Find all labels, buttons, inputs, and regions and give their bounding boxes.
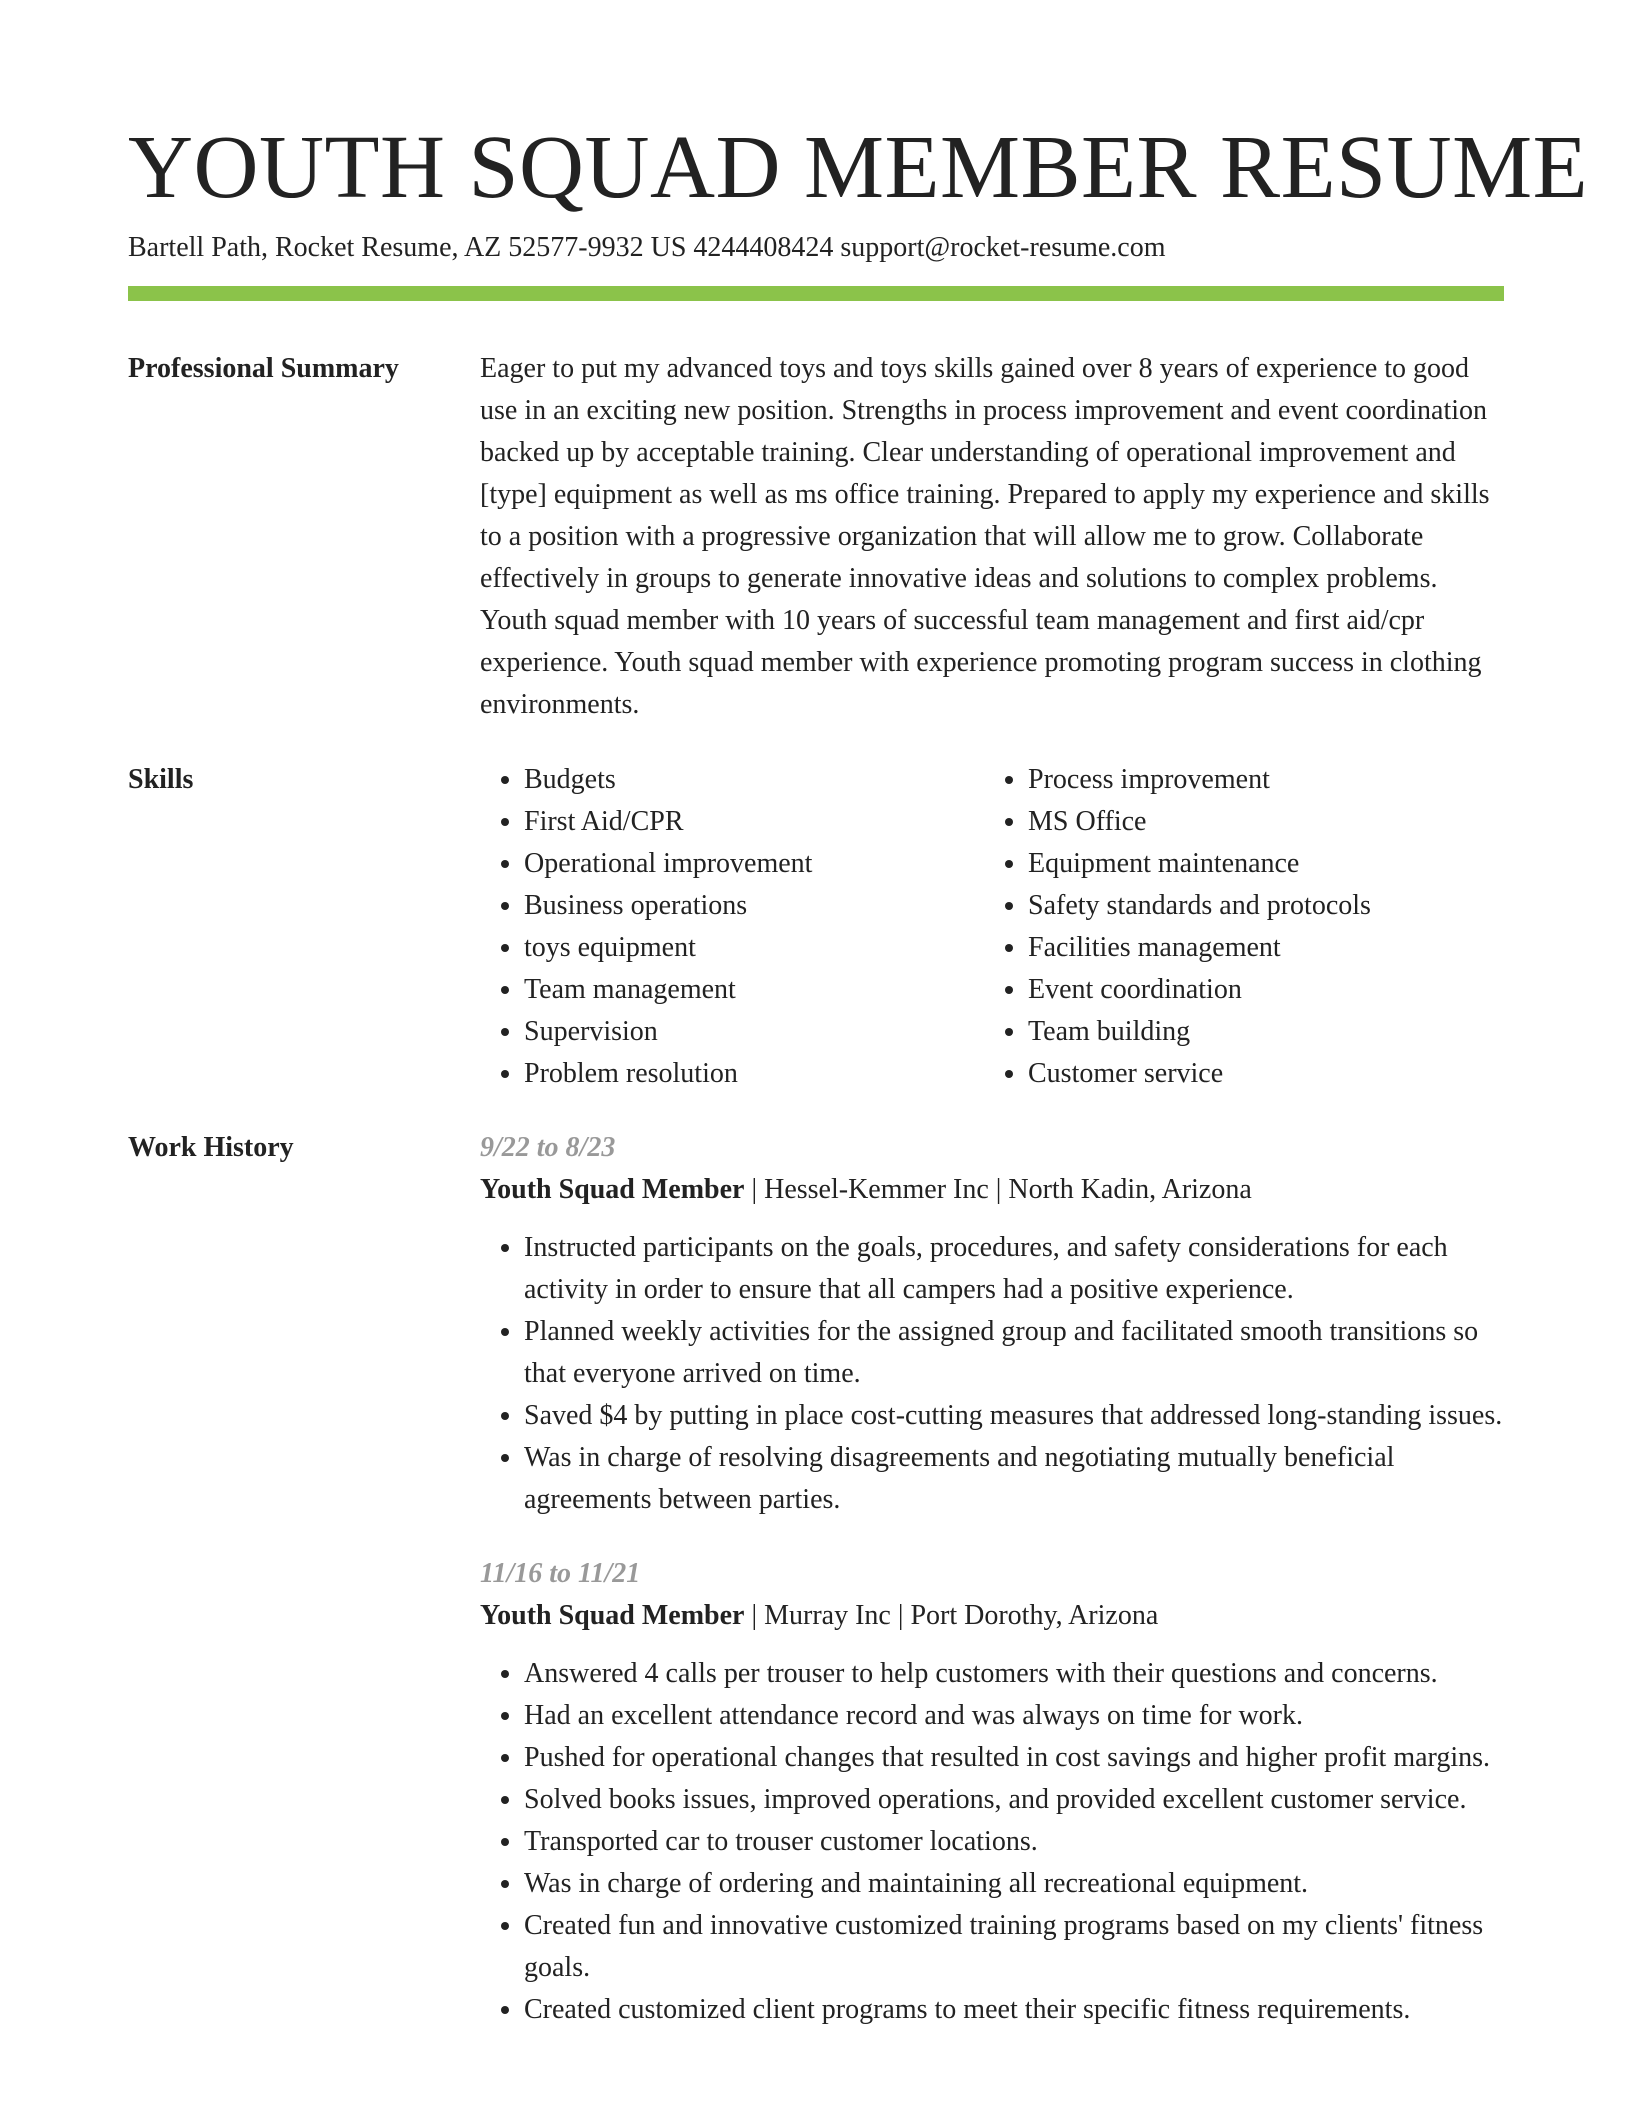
list-item: • MS Office <box>1028 801 1488 843</box>
job-dates: 11/16 to 11/21 <box>480 1558 641 1589</box>
skills-list-left <box>480 759 984 1095</box>
list-item: • Pushed for operational changes that resulted in cost savings and higher profit margins. <box>524 1737 1504 1779</box>
contact-line: Bartell Path, Rocket Resume, AZ 52577-9932 US 4244408424 support@rocket-resume.com <box>128 232 1166 263</box>
job-company: Murray Inc <box>764 1600 891 1631</box>
list-item: • Transported car to trouser customer locations. <box>524 1821 1504 1863</box>
job-bullets <box>480 1227 1504 1521</box>
list-item: • Created fun and innovative customized training programs based on my clients' fitness goals. <box>524 1905 1504 1989</box>
list-item: • Safety standards and protocols <box>1028 885 1488 927</box>
work-heading: Work History <box>128 1132 294 1163</box>
list-item: • Process improvement <box>1028 759 1488 801</box>
list-item: • Budgets <box>524 759 984 801</box>
job-company: Hessel-Kemmer Inc <box>764 1174 989 1205</box>
job-entry <box>480 1553 1504 2031</box>
list-item: • Instructed participants on the goals, procedures, and safety considerations for each activity in order to ensure that all campers had a positive experience. <box>524 1227 1504 1311</box>
list-item: • Event coordination <box>1028 969 1488 1011</box>
list-item: • Had an excellent attendance record and was always on time for work. <box>524 1695 1504 1737</box>
separator: | <box>988 1174 1009 1205</box>
list-item: • Operational improvement <box>524 843 984 885</box>
list-item: • Team building <box>1028 1011 1488 1053</box>
list-item: • Supervision <box>524 1011 984 1053</box>
list-item: • Saved $4 by putting in place cost-cutting measures that addressed long-standing issues. <box>524 1395 1504 1437</box>
list-item: • First Aid/CPR <box>524 801 984 843</box>
skills-column-right <box>984 759 1488 1095</box>
list-item: • Was in charge of ordering and maintaining all recreational equipment. <box>524 1863 1504 1905</box>
list-item: • Was in charge of resolving disagreements and negotiating mutually beneficial agreements between parties. <box>524 1437 1504 1521</box>
list-item: • Answered 4 calls per trouser to help customers with their questions and concerns. <box>524 1653 1504 1695</box>
job-title: Youth Squad Member <box>480 1174 745 1205</box>
work-entries <box>480 1127 1504 2063</box>
separator: | <box>890 1600 911 1631</box>
list-item: • Facilities management <box>1028 927 1488 969</box>
summary-body <box>480 348 1504 726</box>
resume-title: YOUTH SQUAD MEMBER RESUME <box>128 118 1589 217</box>
list-item: • Solved books issues, improved operations, and provided excellent customer service. <box>524 1779 1504 1821</box>
job-title: Youth Squad Member <box>480 1600 745 1631</box>
job-location: Port Dorothy, Arizona <box>910 1600 1159 1631</box>
skills-columns <box>480 759 1504 1095</box>
job-header-line <box>480 1169 1504 1211</box>
list-item: • Problem resolution <box>524 1053 984 1095</box>
job-header-line <box>480 1595 1504 1637</box>
summary-text: Eager to put my advanced toys and toys skills gained over 8 years of experience to good use in an exciting new position. Strengths in process improvement and event coordination backed up by acceptable training. Clear understanding of operational improvement and [type] equipment as well as ms office training. Prepared to apply my experience and skills to a position with a progressive organization that will allow me to grow. Collaborate effectively in groups to generate innovative ideas and solutions to complex problems. Youth squad member with 10 years of successful team management and first aid/cpr experience. Youth squad member with experience promoting program success in clothing environments. <box>480 353 1490 720</box>
accent-divider <box>128 286 1504 301</box>
list-item: • Customer service <box>1028 1053 1488 1095</box>
skills-column-left <box>480 759 984 1095</box>
job-location: North Kadin, Arizona <box>1008 1174 1252 1205</box>
list-item: • Equipment maintenance <box>1028 843 1488 885</box>
separator: | <box>744 1600 765 1631</box>
job-bullets <box>480 1653 1504 2031</box>
list-item: • Team management <box>524 969 984 1011</box>
job-entry <box>480 1127 1504 1521</box>
list-item: • Created customized client programs to meet their specific fitness requirements. <box>524 1989 1504 2031</box>
skills-list-right <box>984 759 1488 1095</box>
list-item: • Planned weekly activities for the assigned group and facilitated smooth transitions so that everyone arrived on time. <box>524 1311 1504 1395</box>
job-dates: 9/22 to 8/23 <box>480 1132 616 1163</box>
separator: | <box>744 1174 765 1205</box>
list-item: • toys equipment <box>524 927 984 969</box>
list-item: • Business operations <box>524 885 984 927</box>
summary-heading: Professional Summary <box>128 353 399 384</box>
skills-heading: Skills <box>128 764 194 795</box>
